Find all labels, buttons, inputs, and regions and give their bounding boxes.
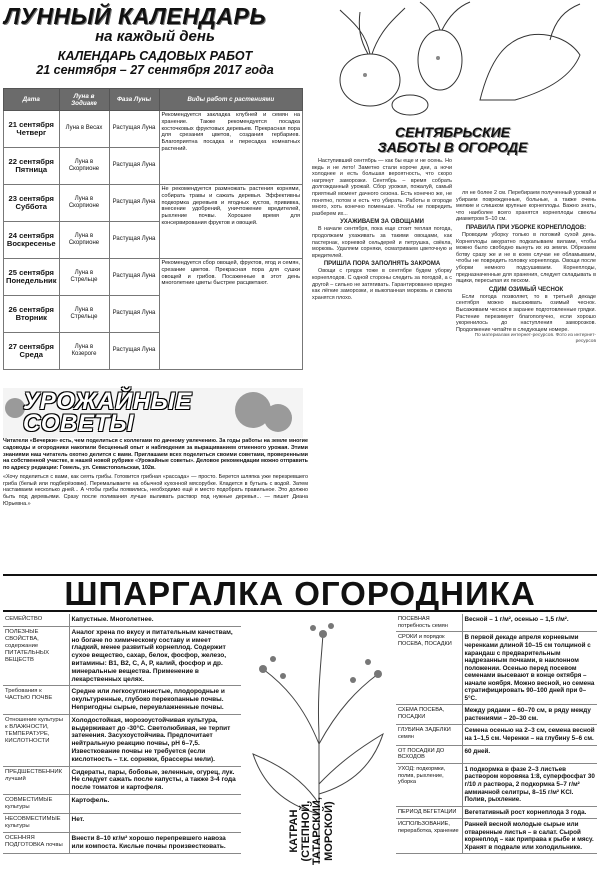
row-key: НЕСОВМЕСТИМЫЕ культуры (3, 814, 69, 833)
row-value: 1 подкормка в фазе 2–3 листьев раствором коровяка 1:8, суперфосфат 30 г/10 л раствора, 2 подкормка 5–7 г/м² аммиачной селитры, 8–15 г/м² KCl. Полив, рыхление. (462, 763, 597, 806)
table-row (396, 745, 597, 763)
row-phase: Растущая Луна (109, 333, 159, 370)
row-key: ПОСЕВНАЯ потребность семян (396, 614, 462, 632)
col-zodiac: Луна в Зодиаке (59, 89, 109, 111)
harvest-tips-banner (3, 388, 303, 438)
row-date: 24 сентября Воскресенье (4, 222, 60, 259)
article-text: В начале сентября, пока еще стоит теплая погода, продолжаем ухаживать за такими овощами, как пастернак, корневой сельдерей и петрушка, свёкла, морковь. Удаляем сорняки, осматриваем цветочную и вредителей. (312, 226, 452, 259)
table-row (4, 259, 303, 296)
row-date: 21 сентября Четверг (4, 111, 60, 148)
row-value: В первой декаде апреля корневыми черенками длиной 10–15 см толщиной с карандаш с предварительным надрезанным почками, в наклонном положении. Осенью перед посевом семенами высевают в конце октября – начале ноября. Можно весной, но семена стратифицировать 90–100 дней при 0–5°С. (462, 632, 597, 705)
banner-title: УРОЖАЙНЫЕ СОВЕТЫ (23, 388, 192, 438)
row-value: Вегетативный рост корнеплода 3 года. (462, 806, 597, 819)
article-column-1 (312, 158, 452, 568)
row-key: Требования к ЧАСТЬЮ ПОЧВЕ (3, 686, 69, 714)
lunar-calendar-table (3, 88, 303, 370)
row-zodiac: Луна в Весах (59, 111, 109, 148)
tips-text: «Хочу поделиться с вами, как сеять грибы. Готовится грибная «рассада» — просто. Берется шляпка уже перезревшего гриба (белый или подберёзовик). Перемалываете на обычной кухонной мясорубке. Кладется в бутыль с водой. Затем настаиваем несколько дней... А чтобы грибы появились, необходимо ещё и место подобрать правильное. Это должно быть под деревьями. Сразу после поливания лучше выливать раствор под нужные деревья... — пишет Диана Юрьевна.» (3, 473, 308, 507)
row-zodiac: Луна в Скорпионе (59, 222, 109, 259)
row-value: Сидераты, пары, бобовые, зеленные, огурец, лук. Не следует сажать после капусты, а также 3-4 года после томатов и картофеля. (69, 766, 241, 794)
article-text: ля не более 2 см. Перебираем полученный урожай и убираем поврежденные, больные, а также очень мелкие и слишком крупные корнеплоды. Важно знать, что наиболее всего хранятся корнеплоды свеклы диаметром 5–10 см. (456, 190, 596, 223)
section-heading: ПРАВИЛА ПРИ УБОРКЕ КОРНЕПЛОДОВ: (465, 224, 587, 231)
table-row (3, 626, 241, 686)
row-value: Нет. (69, 814, 241, 833)
plant-info-table-right (396, 614, 597, 854)
article-text: Если погода позволяет, то в третьей декаде сентября можно высаживать озимый чеснок. Высаживаем чеснок в заранее подготовленные грядки. Растение перезимует благополучно, если хорошо укоренилось до наступления заморозков. Продолжение читайте в следующем номере. (456, 293, 596, 333)
row-value: Капустные. Многолетнее. (69, 614, 241, 626)
table-row (3, 714, 241, 766)
table-row (3, 833, 241, 854)
row-zodiac: Луна в Стрельце (59, 296, 109, 333)
article-text: Овощи с грядок тоже в сентябре будем уборку корнеплодов. С одной стороны следить за погодой, а с другой – сильно не затягивать. Гарантированно вредно как лёгкие заморозки, и выкопанная морковь и свекла хранятся плохо. (312, 268, 452, 301)
row-work: Рекомендуется закладка клубней и семян на хранение. Также рекомендуется посадка косточковых фруктовых деревьев. Прекрасная пора для срезания цветов, создания гербариев. Благоприятна посадка и пересадка комнатных растений. (159, 111, 303, 185)
article-text: Проводим уборку только в погожий сухой день. Корнеплоды аккуратно подкапываем вилами, чтобы можно было свободно вынуть их из земли. Обрезаем ботву сразу же и не в коем случае не обламываем, чтобы не повредить головку корнеплода. Овощи после уборки немного подсушиваем. Корнеплоды, предназначенные для хранения, следует складывать в ящики, пересыпая их песком. (456, 231, 596, 285)
credit-text: По материалам интернет-ресурсов. Фото из интернет-ресурсов (474, 333, 596, 345)
article-title: СЕНТЯБРЬСКИЕ ЗАБОТЫ В ОГОРОДЕ (377, 124, 528, 155)
plant-name-block (287, 778, 395, 872)
row-key: Отношение культуры к ВЛАЖНОСТИ, ТЕМПЕРАТУРЕ, КИСЛОТНОСТИ (3, 714, 69, 766)
table-row (396, 806, 597, 819)
page-title: ЛУННЫЙ КАЛЕНДАРЬ (4, 3, 267, 29)
row-zodiac: Луна в Скорпионе (59, 185, 109, 222)
row-key: СРОКИ и порядок ПОСЕВА, ПОСАДКИ (396, 632, 462, 705)
row-value: Картофель. (69, 794, 241, 813)
tips-text-block (3, 438, 308, 568)
table-row (3, 794, 241, 813)
row-phase: Растущая Луна (109, 185, 159, 222)
row-value: Между рядами – 60–70 см, в ряду между растениями – 20–30 см. (462, 705, 597, 725)
row-value: Аналог хрена по вкусу и питательным качествам, но богаче по химическому составу и имеет гладкий, менее развитый корнеплод. Содержит сухое вещество, сахар, белок, фосфор, железо, витамины: В1, В2, С, А, Р, калий, фосфор и др. минеральные вещества. Применение в лекарственных целях. (69, 626, 241, 686)
calendar-subtitle: КАЛЕНДАРЬ САДОВЫХ РАБОТ (57, 49, 253, 63)
col-work: Виды работ с растениями (159, 89, 303, 111)
table-row (3, 614, 241, 626)
table-row (4, 111, 303, 148)
row-phase: Растущая Луна (109, 148, 159, 185)
row-work: Не рекомендуется размножать растения корнями, собирать травы и сажать деревья. Эффективны подкормка деревьев и ягодных кустов, прививка, внесение удобрений, уничтожение вредителей, рыхление почвы. Хорошее время для консервирования фруктов и овощей. (159, 185, 303, 259)
col-phase: Фаза Луны (109, 89, 159, 111)
row-phase: Растущая Луна (109, 111, 159, 148)
vegetables-illustration (310, 0, 598, 120)
row-value: 60 дней. (462, 745, 597, 763)
row-key: СЕМЕЙСТВО (3, 614, 69, 626)
page-subtitle: на каждый день (95, 28, 215, 45)
row-value: Семена осенью на 2–3 см, семена весной на 1–1,5 см. Черенки – на глубину 5–6 см. (462, 725, 597, 745)
row-phase: Растущая Луна (109, 222, 159, 259)
date-range: 21 сентября – 27 сентября 2017 года (36, 63, 274, 77)
col-date: Дата (4, 89, 60, 111)
row-value: Ранней весной молодые сырые или отваренные листья – в салат. Сырой корнеплод – как приправа к рыбе и мясу. Хранят в подвале или холодильнике. (462, 819, 597, 854)
cheatsheet-title: ШПАРГАЛКА ОГОРОДНИКА (3, 574, 597, 612)
row-value: Холодостойкая, морозоустойчивая культура, выдерживает до -30°С. Светолюбивая, не терпит затенения. Засухоустойчива. Предпочитает нейтральную реакцию почвы, рН 6–7,5. Известкование почвы не требуется (если кислотность – т.к. сорняки, брассеры мели). (69, 714, 241, 766)
row-key: ПЕРИОД ВЕГЕТАЦИИ (396, 806, 462, 819)
row-key: ПРЕДШЕСТВЕННИК лучший (3, 766, 69, 794)
table-row (396, 819, 597, 854)
section-heading: УХАЖИВАЕМ ЗА ОВОЩАМИ (340, 219, 424, 226)
row-zodiac: Луна в Стрельце (59, 259, 109, 296)
plant-info-table-left (3, 614, 241, 854)
row-value: Весной – 1 г/м², осенью – 1,5 г/м². (462, 614, 597, 632)
table-row (396, 725, 597, 745)
row-key: ИСПОЛЬЗОВАНИЕ, переработка, хранение (396, 819, 462, 854)
row-phase: Растущая Луна (109, 296, 159, 333)
row-key: ОСЕННЯЯ ПОДГОТОВКА почвы (3, 833, 69, 854)
table-header-row (4, 89, 303, 111)
row-date: 22 сентября Пятница (4, 148, 60, 185)
table-row (396, 705, 597, 725)
row-key: ГЛУБИНА ЗАДЕЛКИ семян (396, 725, 462, 745)
row-phase: Растущая Луна (109, 259, 159, 296)
table-row (4, 185, 303, 222)
article-column-2 (456, 190, 596, 568)
table-row (3, 766, 241, 794)
table-row (3, 686, 241, 714)
row-date: 27 сентября Среда (4, 333, 60, 370)
row-value: Внести 8–10 кг/м² хорошо перепревшего навоза или компоста. Кислые почвы произвестковать. (69, 833, 241, 854)
row-zodiac: Луна в Скорпионе (59, 148, 109, 185)
row-date: 26 сентября Вторник (4, 296, 60, 333)
plant-name: КАТРАН (СТЕПНОЙ, ТАТАРСКИЙ, МОРСКОЙ) (287, 797, 335, 866)
row-key: СХЕМА ПОСЕВА, ПОСАДКИ (396, 705, 462, 725)
article-text: Наступивший сентябрь — как бы еще и не осень. Но ведь и не лето! Заметно стали короче дни, а ночи холоднее и есть большая вероятность, что скоро нагрянут заморозки. Сентябрь – время собрать долгожданный урожай. Сбор урожая, пожалуй, самый приятный момент дачного сезона. Есть конечно же, не понятно, потом и есть что убирать. Работы в огороде много, хоть конечно поменьше. Чтобы не повредить разберем их... (312, 158, 452, 217)
row-key: ПОЛЕЗНЫЕ СВОЙСТВА, содержание ПИТАТЕЛЬНЫХ ВЕЩЕСТВ (3, 626, 69, 686)
row-work: Рекомендуется сбор овощей, фруктов, ягод и семян, срезание цветов. Прекрасная пора для сушки овощей и грибов. Посаженные в этот день многолетние цветы быстрее расцветают. (159, 259, 303, 370)
row-zodiac: Луна в Козероге (59, 333, 109, 370)
section-heading: ПРИШЛА ПОРА ЗАПОЛНЯТЬ ЗАКРОМА (323, 261, 441, 268)
row-date: 23 сентября Суббота (4, 185, 60, 222)
row-date: 25 сентября Понедельник (4, 259, 60, 296)
row-key: ОТ ПОСАДКИ ДО ВСХОДОВ (396, 745, 462, 763)
section-heading: СДИМ ОЗИМЫЙ ЧЕСНОК (488, 286, 564, 293)
tips-intro: Читатели «Вечерки» есть, чем поделиться с коллегами по дачному увлечению. За годы работы на земле многие садоводы и огородники накопили бесценный опыт и наблюдения за выращиванием отменного урожая. Этими знаниями наш читатель охотно делится с вами. Приглашаем всех поделиться своими советами, проверенными на собственной участке, в нашей новой рубрике «Урожайные советы». Деловое рекомендации можно отправить по адресу редакции: Гомель, ул. Севастопольская, 102в. (3, 438, 308, 471)
table-row (396, 763, 597, 806)
row-key: СОВМЕСТИМЫЕ культуры (3, 794, 69, 813)
calendar-header (4, 3, 306, 87)
table-row (396, 614, 597, 632)
row-value: Средне или легкосуглинистые, плодородные и окультуренные, глубоко перекопанные почвы. Непригодны сырые, переувлажненные почвы. (69, 686, 241, 714)
row-key: УХОД: подкормки, полив, рыхление, уборка (396, 763, 462, 806)
table-row (396, 632, 597, 705)
table-row (3, 814, 241, 833)
